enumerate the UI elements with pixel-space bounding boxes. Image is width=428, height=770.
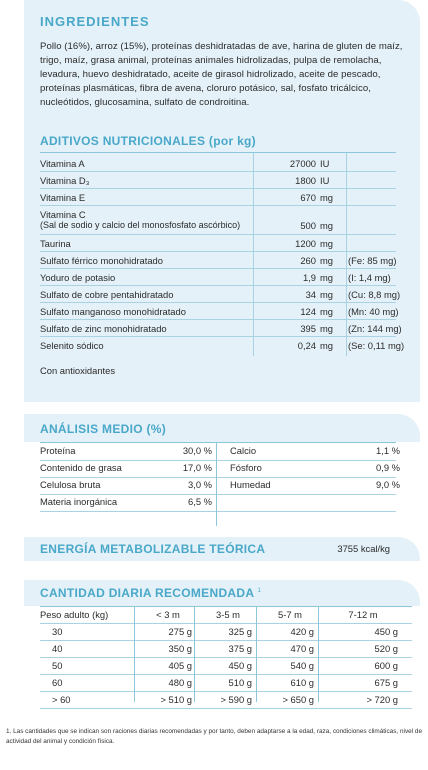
aditivos-divider-2 bbox=[346, 153, 347, 356]
aditivo-equivalent: (Mn: 40 mg) bbox=[348, 306, 399, 317]
cantidad-value: > 590 g bbox=[220, 694, 252, 705]
cantidad-panel bbox=[24, 580, 420, 705]
analisis-divider bbox=[216, 442, 217, 526]
cantidad-value: 540 g bbox=[290, 660, 314, 671]
cantidad-value: 405 g bbox=[168, 660, 192, 671]
analisis-value: 9,0 % bbox=[376, 479, 400, 490]
aditivo-quantity: 670 bbox=[300, 192, 316, 203]
cantidad-title-text: CANTIDAD DIARIA RECOMENDADA bbox=[40, 586, 254, 600]
aditivo-name: Sulfato férrico monohidratado bbox=[40, 255, 163, 266]
cantidad-divider bbox=[256, 606, 257, 702]
cantidad-header: < 3 m bbox=[156, 609, 180, 620]
ingredientes-title: INGREDIENTES bbox=[40, 14, 150, 29]
footnote: 1. Las cantidades que se indican son raciones diarias recomendadas y por tanto, deben adaptarse a la edad, raza, condiciones climáticas, nivel de actividad del animal y condición física. bbox=[6, 728, 423, 745]
energia-panel bbox=[24, 537, 420, 561]
cantidad-value: 470 g bbox=[290, 643, 314, 654]
cantidad-value: 420 g bbox=[290, 626, 314, 637]
analisis-name: Celulosa bruta bbox=[40, 479, 101, 490]
cantidad-title bbox=[40, 586, 261, 600]
cantidad-value: 275 g bbox=[168, 626, 192, 637]
ingredientes-panel bbox=[24, 0, 420, 402]
analisis-table bbox=[24, 442, 420, 526]
aditivo-quantity: 1800 bbox=[295, 175, 316, 186]
aditivos-separator bbox=[40, 152, 396, 153]
aditivo-quantity: 0,24 bbox=[297, 340, 316, 351]
cantidad-divider bbox=[194, 606, 195, 702]
aditivo-unit: mg bbox=[320, 289, 334, 300]
aditivo-quantity: 1200 bbox=[295, 238, 316, 249]
cantidad-header: 7-12 m bbox=[348, 609, 378, 620]
aditivo-row bbox=[40, 235, 396, 251]
aditivo-row bbox=[40, 303, 399, 319]
analisis-value: 30,0 % bbox=[182, 445, 212, 456]
cantidad-weight: 30 bbox=[52, 626, 63, 637]
cantidad-value: 450 g bbox=[228, 660, 252, 671]
aditivo-name: Taurina bbox=[40, 238, 71, 249]
cantidad-value: 325 g bbox=[228, 626, 252, 637]
aditivo-quantity: 260 bbox=[300, 255, 316, 266]
cantidad-weight: > 60 bbox=[52, 694, 71, 705]
analisis-name: Calcio bbox=[230, 445, 257, 456]
aditivo-name-detail: (Sal de sodio y calcio del monosfosfato ascórbico) bbox=[40, 220, 241, 230]
analisis-name: Fósforo bbox=[230, 462, 262, 473]
ingredientes-text: Pollo (16%), arroz (15%), proteínas deshidratadas de ave, harina de gluten de maíz, trigo, maíz, grasa animal, proteínas animales hidrolizadas, pulpa de remolacha, levadura, huevo deshidratado, aceite de girasol hidrolizado, aceite de pescado, proteínas plasmáticas, fibra de avena, cloruro potásico, sal, fosfato tricálcico, nucleótidos, glucosamina, sulfato de condroitina. bbox=[40, 41, 403, 108]
aditivo-row bbox=[40, 252, 396, 268]
cantidad-weight: 60 bbox=[52, 677, 63, 688]
aditivo-name: Selenito sódico bbox=[40, 340, 104, 351]
aditivo-unit: mg bbox=[320, 192, 334, 203]
cantidad-row-separator bbox=[40, 674, 412, 675]
analisis-name: Humedad bbox=[230, 479, 271, 490]
aditivo-equivalent: (I: 1,4 mg) bbox=[348, 272, 391, 283]
analisis-name: Materia inorgánica bbox=[40, 496, 118, 507]
aditivo-unit: mg bbox=[320, 220, 334, 231]
analisis-name: Contenido de grasa bbox=[40, 462, 122, 473]
aditivo-quantity: 34 bbox=[305, 289, 316, 300]
antioxidantes-note: Con antioxidantes bbox=[40, 365, 116, 376]
cantidad-row-separator bbox=[40, 708, 412, 709]
cantidad-value: > 650 g bbox=[282, 694, 314, 705]
cantidad-value: 600 g bbox=[374, 660, 398, 671]
aditivo-unit: IU bbox=[320, 175, 330, 186]
aditivo-row bbox=[40, 337, 405, 353]
analisis-row-separator bbox=[40, 494, 396, 495]
aditivo-name: Vitamina C bbox=[40, 209, 86, 220]
cantidad-row-separator bbox=[40, 691, 412, 692]
aditivo-row bbox=[40, 320, 402, 336]
analisis-value: 17,0 % bbox=[182, 462, 212, 473]
cantidad-value: 520 g bbox=[374, 643, 398, 654]
aditivo-unit: mg bbox=[320, 323, 334, 334]
aditivo-name: Yoduro de potasio bbox=[40, 272, 116, 283]
aditivo-row bbox=[40, 269, 396, 285]
cantidad-row-separator bbox=[40, 657, 412, 658]
cantidad-value: 510 g bbox=[228, 677, 252, 688]
cantidad-value: > 510 g bbox=[160, 694, 192, 705]
cantidad-header: 3-5 m bbox=[216, 609, 240, 620]
cantidad-weight: 40 bbox=[52, 643, 63, 654]
aditivo-quantity: 395 bbox=[300, 323, 316, 334]
cantidad-separator bbox=[40, 606, 412, 607]
aditivo-unit: mg bbox=[320, 238, 334, 249]
aditivo-unit: mg bbox=[320, 340, 334, 351]
aditivo-quantity: 27000 bbox=[289, 158, 316, 169]
analisis-row-separator bbox=[40, 511, 396, 512]
aditivo-unit: IU bbox=[320, 158, 330, 169]
aditivo-row bbox=[40, 206, 396, 234]
cantidad-value: 480 g bbox=[168, 677, 192, 688]
aditivo-row bbox=[40, 172, 396, 188]
aditivo-unit: mg bbox=[320, 272, 334, 283]
cantidad-header: Peso adulto (kg) bbox=[40, 609, 109, 620]
cantidad-weight: 50 bbox=[52, 660, 63, 671]
cantidad-value: 375 g bbox=[228, 643, 252, 654]
aditivo-name: Sulfato manganoso monohidratado bbox=[40, 306, 186, 317]
analisis-row-separator bbox=[40, 477, 396, 478]
cantidad-table bbox=[24, 606, 420, 705]
cantidad-header: 5-7 m bbox=[278, 609, 302, 620]
cantidad-row-separator bbox=[40, 623, 412, 624]
aditivo-quantity: 1,9 bbox=[302, 272, 316, 283]
aditivo-quantity: 124 bbox=[300, 306, 316, 317]
aditivo-equivalent: (Se: 0,11 mg) bbox=[348, 340, 405, 351]
analisis-row-separator bbox=[40, 460, 396, 461]
aditivo-unit: mg bbox=[320, 306, 334, 317]
aditivo-row bbox=[40, 286, 401, 302]
analisis-name: Proteína bbox=[40, 445, 76, 456]
aditivo-unit: mg bbox=[320, 255, 334, 266]
aditivos-title: ADITIVOS NUTRICIONALES (por kg) bbox=[40, 134, 256, 148]
analisis-separator bbox=[40, 442, 396, 443]
aditivo-name: Vitamina D₃ bbox=[40, 175, 90, 186]
cantidad-divider bbox=[134, 606, 135, 702]
aditivo-quantity: 500 bbox=[300, 220, 316, 231]
analisis-value: 6,5 % bbox=[188, 496, 212, 507]
aditivo-equivalent: (Fe: 85 mg) bbox=[348, 255, 397, 266]
analisis-value: 1,1 % bbox=[376, 445, 400, 456]
aditivos-divider-1 bbox=[253, 153, 254, 356]
cantidad-row-separator bbox=[40, 640, 412, 641]
cantidad-value: 610 g bbox=[290, 677, 314, 688]
cantidad-title-sup: 1 bbox=[257, 588, 262, 594]
cantidad-value: 450 g bbox=[374, 626, 398, 637]
aditivo-equivalent: (Cu: 8,8 mg) bbox=[348, 289, 401, 300]
aditivo-name: Vitamina A bbox=[40, 158, 85, 169]
cantidad-divider bbox=[318, 606, 319, 702]
energia-title: ENERGÍA METABOLIZABLE TEÓRICA bbox=[40, 542, 266, 556]
cantidad-value: 350 g bbox=[168, 643, 192, 654]
aditivo-row bbox=[40, 155, 396, 171]
cantidad-value: 675 g bbox=[374, 677, 398, 688]
analisis-panel bbox=[24, 414, 420, 526]
analisis-value: 3,0 % bbox=[188, 479, 212, 490]
analisis-title: ANÁLISIS MEDIO (%) bbox=[40, 422, 167, 436]
cantidad-value: > 720 g bbox=[366, 694, 398, 705]
aditivo-equivalent: (Zn: 144 mg) bbox=[348, 323, 402, 334]
aditivo-name: Sulfato de cobre pentahidratado bbox=[40, 289, 174, 300]
aditivo-name: Sulfato de zinc monohidratado bbox=[40, 323, 167, 334]
aditivo-row bbox=[40, 189, 396, 205]
energia-value: 3755 kcal/kg bbox=[337, 543, 390, 554]
aditivo-name: Vitamina E bbox=[40, 192, 86, 203]
analisis-value: 0,9 % bbox=[376, 462, 400, 473]
